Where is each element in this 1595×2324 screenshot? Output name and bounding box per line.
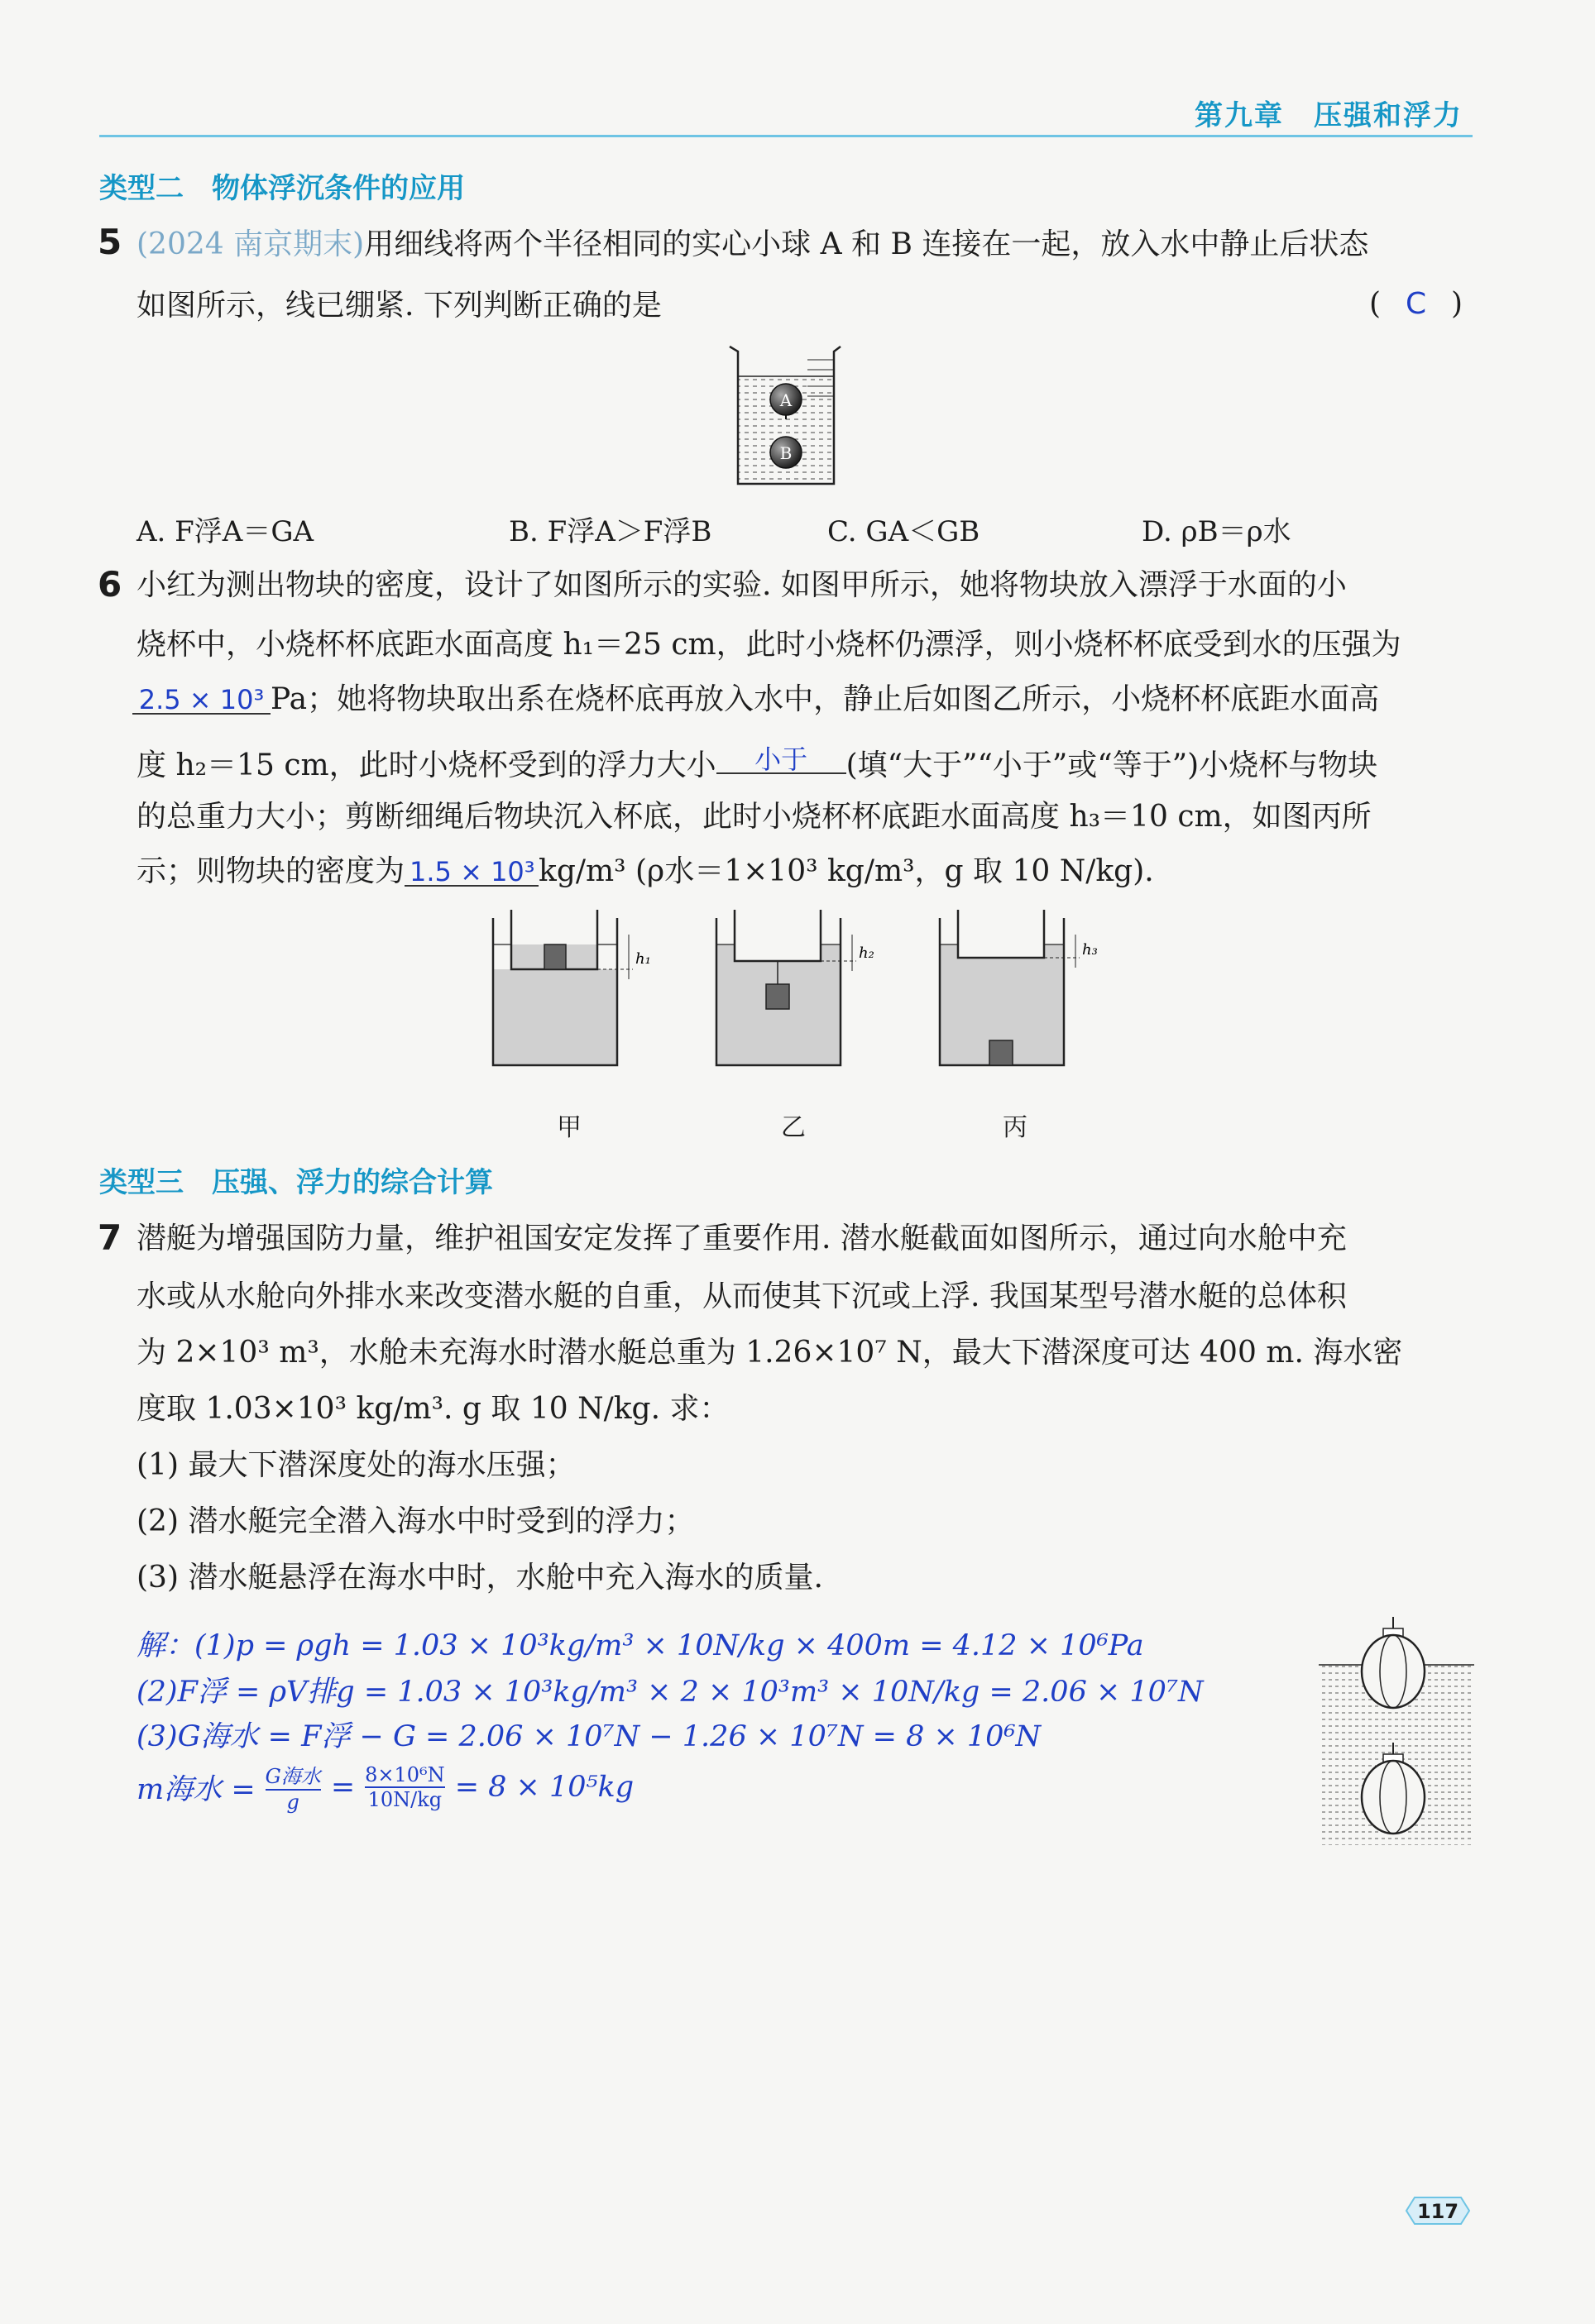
h3-label: h₃ — [1082, 941, 1098, 959]
question-7-line-3: 为 2×10³ m³，水舱未充海水时潜水艇总重为 1.26×10⁷ N，最大下潜深度可达 400 m. 海水密 — [137, 1336, 1403, 1370]
question-6-line-5: 的总重力大小；剪断细绳后物块沉入杯底，此时小烧杯杯底距水面高度 h₃＝10 cm，如图丙所 — [137, 800, 1372, 834]
question-7-part-1: (1) 最大下潜深度处的海水压强； — [137, 1448, 576, 1482]
submarine-figure — [1315, 1617, 1481, 1848]
question-5-line-1 — [137, 227, 1369, 261]
figure-label-yi: 乙 — [781, 1113, 806, 1142]
question-6-figures — [488, 910, 1481, 1083]
question-5-number: 5 — [98, 222, 122, 262]
solution-line-3: (3)G海水 = F浮 − G = 2.06 × 10⁷N − 1.26 × 10⁷N = 8 × 10⁶N — [137, 1720, 1042, 1753]
question-5-option-c: C. GA＜GB — [827, 515, 980, 548]
page-number: 117 — [1416, 2200, 1459, 2223]
question-5-option-d: D. ρB＝ρ水 — [1142, 515, 1291, 548]
question-6-line-2: 烧杯中，小烧杯杯底距水面高度 h₁＝25 cm，此时小烧杯仍漂浮，则小烧杯杯底受到水的压强为 — [137, 628, 1401, 662]
question-5-answer-bracket: ( C ) — [1369, 287, 1463, 321]
question-6-number: 6 — [98, 564, 122, 605]
question-5-text-1: 用细线将两个半径相同的实心小球 A 和 B 连接在一起，放入水中静止后状态 — [364, 227, 1369, 261]
section-type-3-title: 类型三 压强、浮力的综合计算 — [99, 1166, 493, 1199]
figure-label-bing: 丙 — [1003, 1113, 1027, 1142]
chapter-header: 第九章 压强和浮力 — [1195, 99, 1463, 132]
question-6-answer-1: 2.5 × 10³ — [132, 686, 271, 715]
ball-b-label: B — [779, 443, 793, 463]
ball-a-label: A — [779, 390, 793, 410]
question-7-part-2: (2) 潜水艇完全潜入海水中时受到的浮力； — [137, 1504, 695, 1538]
question-7-line-4: 度取 1.03×10³ kg/m³. g 取 10 N/kg. 求： — [137, 1392, 730, 1426]
figure-jia — [493, 910, 651, 1065]
question-7-part-3: (3) 潜水艇悬浮在海水中时，水舱中充入海水的质量. — [137, 1561, 823, 1595]
question-5-source: (2024 南京期末) — [137, 227, 365, 261]
question-5-beaker-figure — [728, 343, 844, 488]
solution-m-label: m海水 = — [137, 1772, 256, 1806]
solution-fraction-1: G海水 g — [265, 1765, 321, 1814]
figure-label-jia: 甲 — [557, 1113, 582, 1142]
section-type-2-title: 类型二 物体浮沉条件的应用 — [99, 172, 465, 205]
solution-line-1: 解：(1)p = ρgh = 1.03 × 10³kg/m³ × 10N/kg × 400m = 4.12 × 10⁶Pa — [137, 1629, 1144, 1662]
page-number-badge — [1405, 2194, 1471, 2227]
question-5-option-a: A. F浮A＝GA — [137, 515, 314, 548]
question-6-line-6: 示；则物块的密度为 1.5 × 10³ kg/m³ (ρ水＝1×10³ kg/m³，g 取 10 N/kg). — [137, 854, 1154, 888]
header-rule — [99, 135, 1473, 137]
question-5-text-2: 如图所示，线已绷紧. 下列判断正确的是 — [137, 289, 662, 323]
solution-line-2: (2)F浮 = ρV排g = 1.03 × 10³kg/m³ × 2 × 10³m³ × 10N/kg = 2.06 × 10⁷N — [137, 1676, 1204, 1709]
question-6-answer-3: 1.5 × 10³ — [405, 858, 539, 887]
solution-line-4: m海水 = G海水 g = $\frac{\text{8×10⁶N}}{10N/kg}$ = 8 × 10⁵kg — [137, 1760, 634, 1814]
question-7-line-1: 潜艇为增强国防力量，维护祖国安定发挥了重要作用. 潜水艇截面如图所示，通过向水舱中充 — [137, 1222, 1347, 1255]
question-5-option-b: B. F浮A＞F浮B — [509, 515, 712, 548]
question-7-number: 7 — [98, 1217, 122, 1258]
question-7-line-2: 水或从水舱向外排水来改变潜水艇的自重，从而使其下沉或上浮. 我国某型号潜水艇的总体积 — [137, 1279, 1347, 1313]
figure-bing — [940, 910, 1098, 1065]
h2-label: h₂ — [859, 944, 874, 962]
solution-m-result: = 8 × 10⁵kg — [454, 1770, 635, 1804]
solution-fraction-2: $\frac{\text{8×10⁶N}}{10N/kg}$ — [365, 1762, 445, 1811]
question-6-answer-2: 小于 — [716, 746, 846, 774]
question-6-line-4: 度 h₂＝15 cm，此时小烧杯受到的浮力大小 小于 (填“大于”“小于”或“等于”)小烧杯与物块 — [137, 744, 1378, 782]
figure-yi — [716, 910, 874, 1065]
question-6-line-1: 小红为测出物块的密度，设计了如图所示的实验. 如图甲所示，她将物块放入漂浮于水面的小 — [137, 568, 1347, 602]
question-5-answer: C — [1405, 287, 1427, 321]
h1-label: h₁ — [635, 950, 651, 968]
question-6-line-3: 2.5 × 10³ Pa；她将物块取出系在烧杯底再放入水中，静止后如图乙所示，小烧杯杯底距水面高 — [132, 685, 1379, 715]
